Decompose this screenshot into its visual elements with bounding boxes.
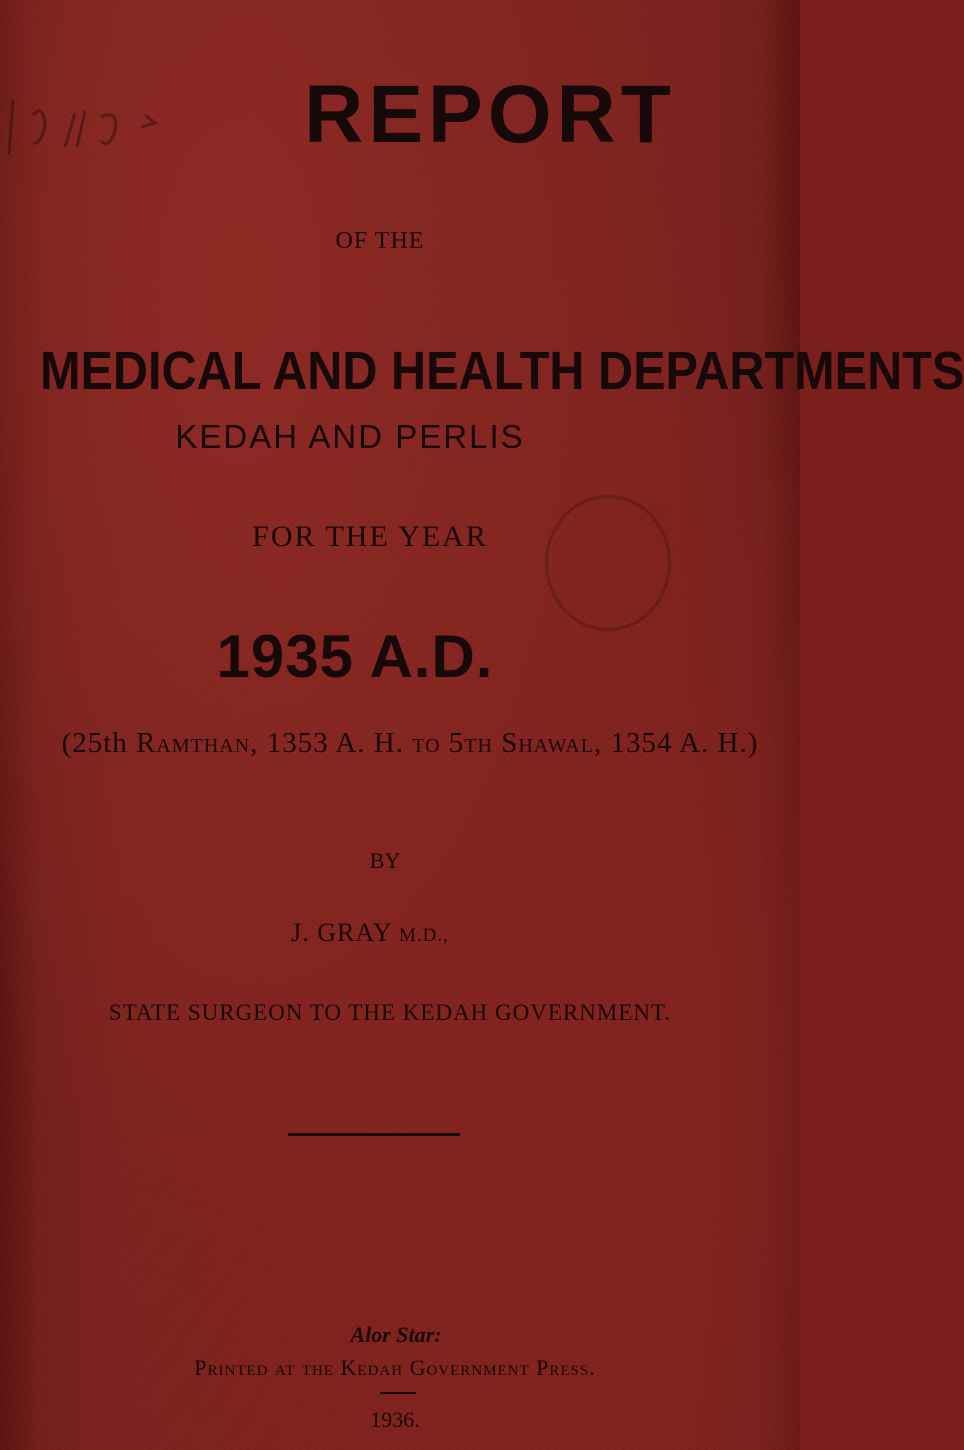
short-divider	[380, 1392, 416, 1394]
divider-rule	[288, 1133, 460, 1136]
period-to: to	[412, 727, 441, 759]
library-stamp	[545, 495, 671, 631]
author	[0, 918, 770, 948]
by-label: BY	[369, 848, 401, 873]
for-the-year-label: FOR THE YEAR	[252, 520, 488, 553]
author-name: J. GRAY	[291, 918, 400, 947]
of-the-label: OF THE	[335, 228, 425, 254]
report-title: REPORT	[304, 69, 676, 160]
period-month-start: Ramthan,	[136, 727, 259, 759]
printed-at-word: at the	[268, 1355, 341, 1380]
period-open: (25th	[61, 727, 137, 759]
printed-word: Printed	[194, 1355, 269, 1380]
report-year: 1935 A.D.	[216, 623, 494, 690]
period-day-end: 5th	[440, 727, 502, 759]
states-subtitle: KEDAH AND PERLIS	[175, 418, 525, 455]
author-degree: M.D.,	[399, 925, 449, 946]
imprint-printer	[0, 1355, 795, 1381]
period-end: 1354 A. H.)	[602, 727, 759, 759]
imprint-place: Alor Star:	[350, 1322, 442, 1347]
printer-name: Kedah Government Press.	[340, 1355, 596, 1380]
period-mid: 1353 A. H.	[258, 727, 413, 759]
period-month-end: Shawal,	[501, 727, 603, 759]
author-position: STATE SURGEON TO THE KEDAH GOVERNMENT.	[108, 1000, 672, 1025]
hijri-period	[10, 727, 810, 760]
publication-year: 1936.	[370, 1407, 420, 1432]
department-title: MEDICAL AND HEALTH DEPARTMENTS	[40, 341, 964, 401]
